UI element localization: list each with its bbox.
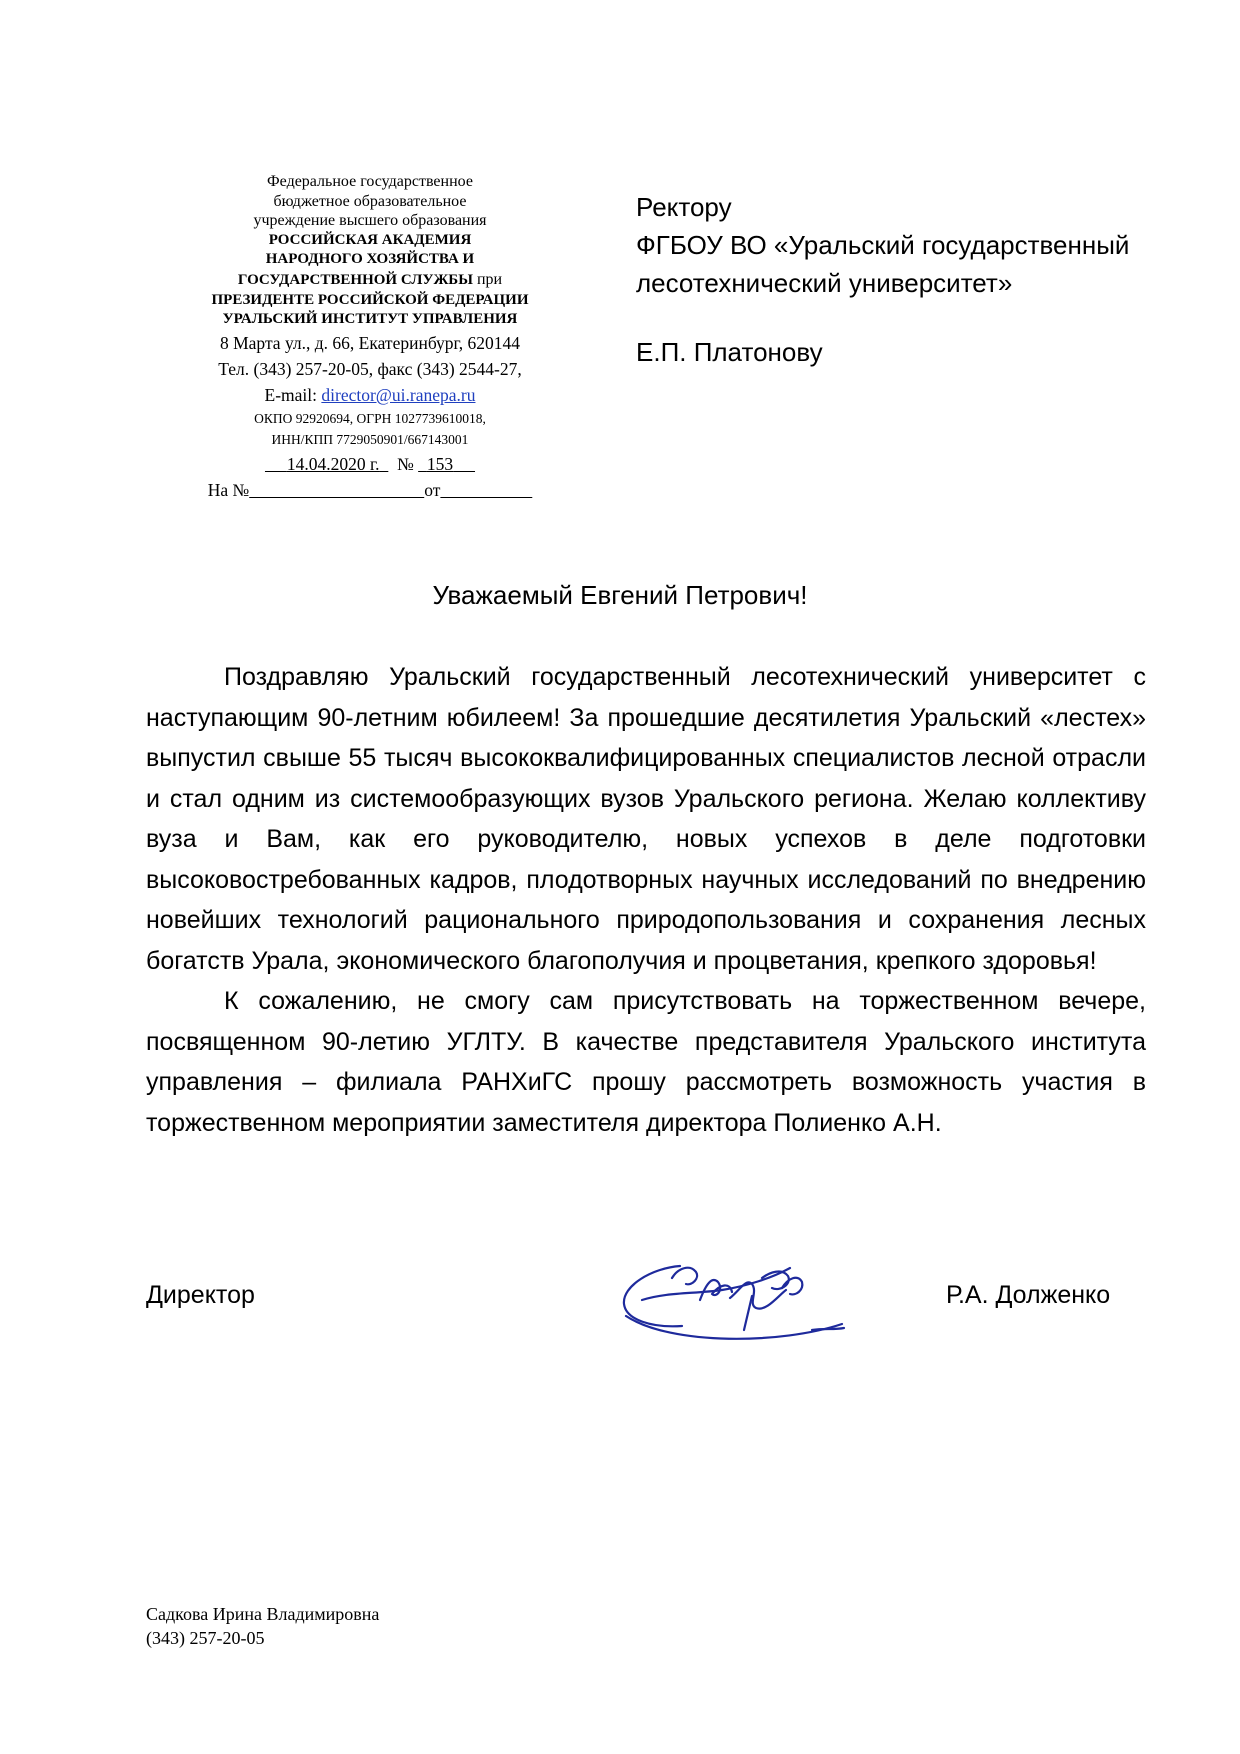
reply-from-label: от (424, 479, 441, 500)
sender-okpo: ОКПО 92920694, ОГРН 1027739610018, (254, 410, 486, 426)
paragraph: Поздравляю Уральский государственный лесотехнический университет с наступающим 90-летним юбилеем! За прошедшие десятилетия Уральский «лестех» выпустил свыше 55 тысяч высококвалифицированных специалистов лесной отрасли и стал одним из системообразующих вузов Уральского региона. Желаю коллективу вуза и Вам, как его руководителю, новых успехов в деле подготовки высоковостребованных кадров, плодотворных научных исследований по внедрению новейших технологий рационального природопользования и сохранения лесных богатств Урала, экономического благополучия и процветания, крепкого здоровья! (146, 663, 1146, 975)
recipient-organization-cont: лесотехнический университет» (636, 268, 1013, 298)
sender-line: Федеральное государственное (267, 173, 473, 190)
sender-block (175, 172, 565, 502)
sender-line-tail: при (472, 270, 503, 288)
email-link[interactable]: director@ui.ranepa.ru (321, 384, 476, 405)
sender-line (175, 270, 565, 291)
institute-name: УРАЛЬСКИЙ ИНСТИТУТ УПРАВЛЕНИЯ (222, 311, 518, 328)
reply-label: На № (207, 479, 250, 500)
sender-email-line (175, 382, 565, 408)
executor-phone: (343) 257-20-05 (146, 1628, 265, 1648)
sender-line: РОССИЙСКАЯ АКАДЕМИЯ (268, 231, 472, 248)
registration-number: 153 (426, 453, 454, 474)
sender-line: НАРОДНОГО ХОЗЯЙСТВА И (265, 251, 475, 268)
email-label: E-mail: (264, 384, 322, 405)
sender-line-bold: ГОСУДАРСТВЕННОЙ СЛУЖБЫ (237, 271, 473, 288)
letter-body (146, 657, 1146, 1143)
sender-line: учреждение высшего образования (253, 212, 487, 230)
sender-line: ПРЕЗИДЕНТЕ РОССИЙСКОЙ ФЕДЕРАЦИИ (211, 291, 529, 308)
registration-number-label: № (397, 453, 414, 474)
handwritten-signature (612, 1238, 862, 1363)
executor-block (146, 1602, 379, 1650)
recipient-block (636, 188, 1196, 371)
greeting: Уважаемый Евгений Петрович! (432, 580, 808, 610)
sender-phone: Тел. (343) 257-20-05, факс (343) 2544-27, (218, 358, 522, 379)
sender-inn: ИНН/КПП 7729050901/667143001 (271, 431, 469, 447)
registration-date: 14.04.2020 г. (286, 453, 380, 474)
signatory-name: Р.А. Долженко (946, 1281, 1111, 1309)
registration-line (175, 452, 565, 476)
recipient-title: Ректору (636, 192, 732, 222)
paragraph: К сожалению, не смогу сам присутствовать на торжественном вечере, посвященном 90-летию УГЛТУ. В качестве представителя Уральского института управления – филиала РАНХиГС прошу рассмотреть возможность участия в торжественном мероприятии заместителя директора Полиенко А.Н. (146, 987, 1146, 1137)
signatory-title: Директор (146, 1281, 255, 1309)
sender-line: бюджетное образовательное (273, 192, 467, 210)
executor-name: Садкова Ирина Владимировна (146, 1604, 380, 1624)
sender-address: 8 Марта ул., д. 66, Екатеринбург, 620144 (219, 332, 521, 353)
reply-line (175, 478, 565, 502)
recipient-organization: ФГБОУ ВО «Уральский государственный (636, 230, 1130, 260)
recipient-name: Е.П. Платонову (636, 337, 823, 367)
